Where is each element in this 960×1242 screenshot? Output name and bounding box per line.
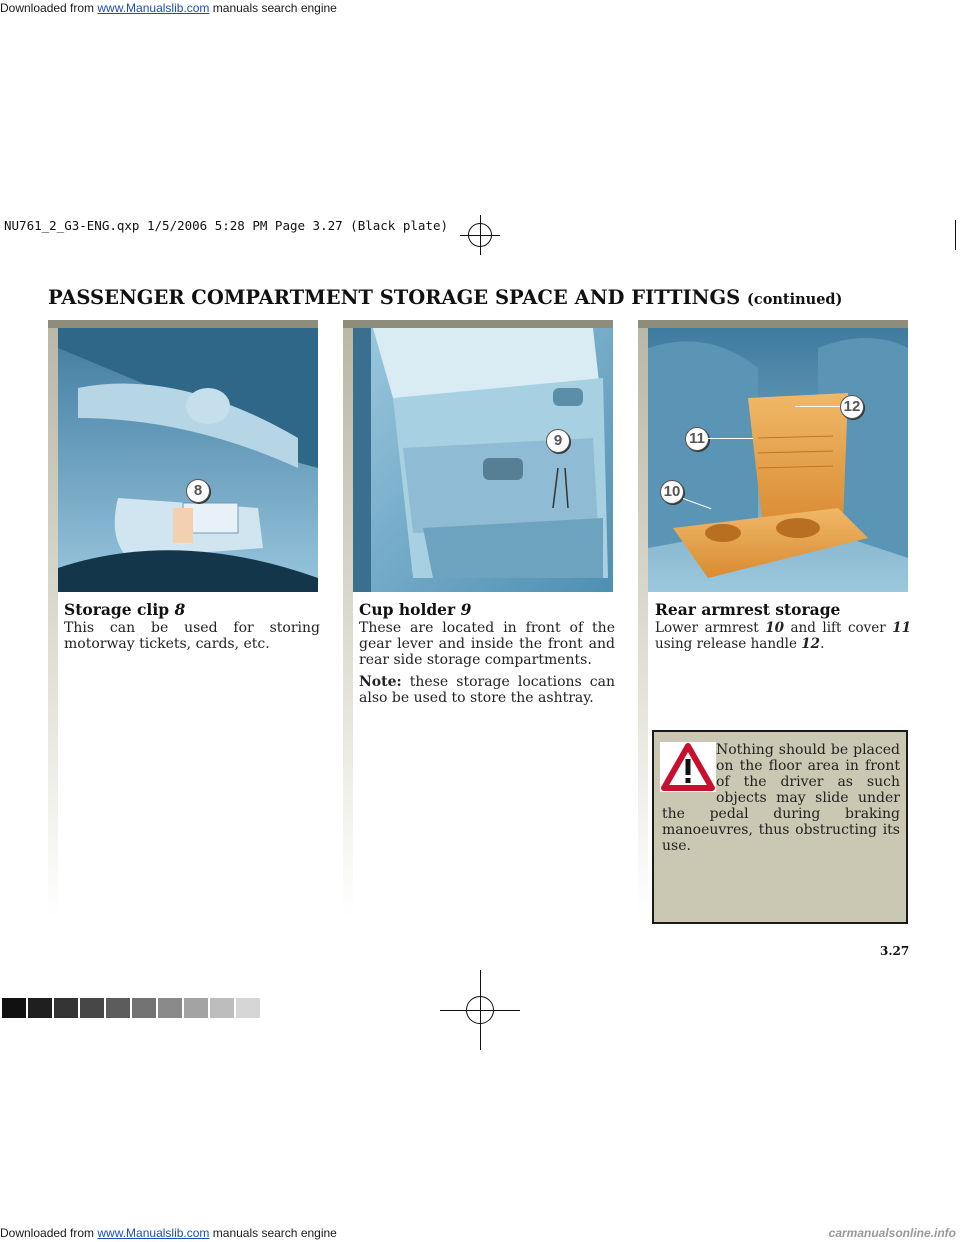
column-rule-3 <box>638 328 648 918</box>
photo-door-cup-holder <box>353 328 613 592</box>
cup-holder-heading: Cup holder 9 <box>359 600 472 619</box>
title-continued: (continued) <box>747 291 843 308</box>
leader-line-11 <box>708 438 753 439</box>
storage-clip-body: This can be used for storing motorway tickets, cards, etc. <box>64 620 320 652</box>
cup-holder-body: These are located in front of the gear lever and inside the front and rear side storage compartments. Note: these storage locations can also be used to store the ashtray. <box>359 620 615 706</box>
callout-9: 9 <box>546 429 570 453</box>
crop-mark <box>955 220 956 250</box>
warning-text: Nothing should be placed on the floor area in front of the driver as such objects may slide under the pedal during braking manoeuvres, thus obstructing its use. <box>662 742 900 854</box>
download-footer: Downloaded from www.Manualslib.com manuals search engine carmanualsonline.info <box>0 1226 956 1240</box>
sun-visor-illustration <box>58 328 318 592</box>
cup-holder-note: Note: these storage locations can also be used to store the ashtray. <box>359 674 615 706</box>
storage-clip-heading: Storage clip 8 <box>64 600 186 619</box>
rear-armrest-heading: Rear armrest storage <box>655 600 841 619</box>
print-slug: NU761_2_G3-ENG.qxp 1/5/2006 5:28 PM Page 3.27 (Black plate) <box>4 218 449 233</box>
leader-line-12 <box>795 406 840 407</box>
rear-armrest-body: Lower armrest 10 and lift cover 11 using release handle 12. <box>655 620 911 652</box>
manualslib-footer-link[interactable]: www.Manualslib.com <box>97 1226 210 1240</box>
color-calibration-strip <box>2 998 260 1018</box>
door-illustration <box>353 328 613 592</box>
manualslib-link[interactable]: www.Manualslib.com <box>97 1 210 15</box>
page-number: 3.27 <box>880 944 910 958</box>
photo-sun-visor <box>58 328 318 592</box>
callout-10: 10 <box>660 480 684 504</box>
callout-11: 11 <box>685 427 709 451</box>
callout-8: 8 <box>186 479 210 503</box>
photo-rear-armrest <box>648 328 908 592</box>
registration-mark-bottom <box>440 970 520 1050</box>
callout-12: 12 <box>840 395 864 419</box>
watermark: carmanualsonline.info <box>828 1226 956 1240</box>
column-bar-2 <box>343 320 613 328</box>
column-rule-1 <box>48 328 58 918</box>
rear-seat-illustration <box>648 328 908 592</box>
warning-box <box>652 730 908 924</box>
column-bar-3 <box>638 320 908 328</box>
download-header: Downloaded from www.Manualslib.com manuals search engine <box>0 1 337 15</box>
registration-mark-top <box>460 215 500 255</box>
column-bar-1 <box>48 320 318 328</box>
column-rule-2 <box>343 328 353 918</box>
page-title: PASSENGER COMPARTMENT STORAGE SPACE AND FITTINGS (continued) <box>48 286 843 309</box>
